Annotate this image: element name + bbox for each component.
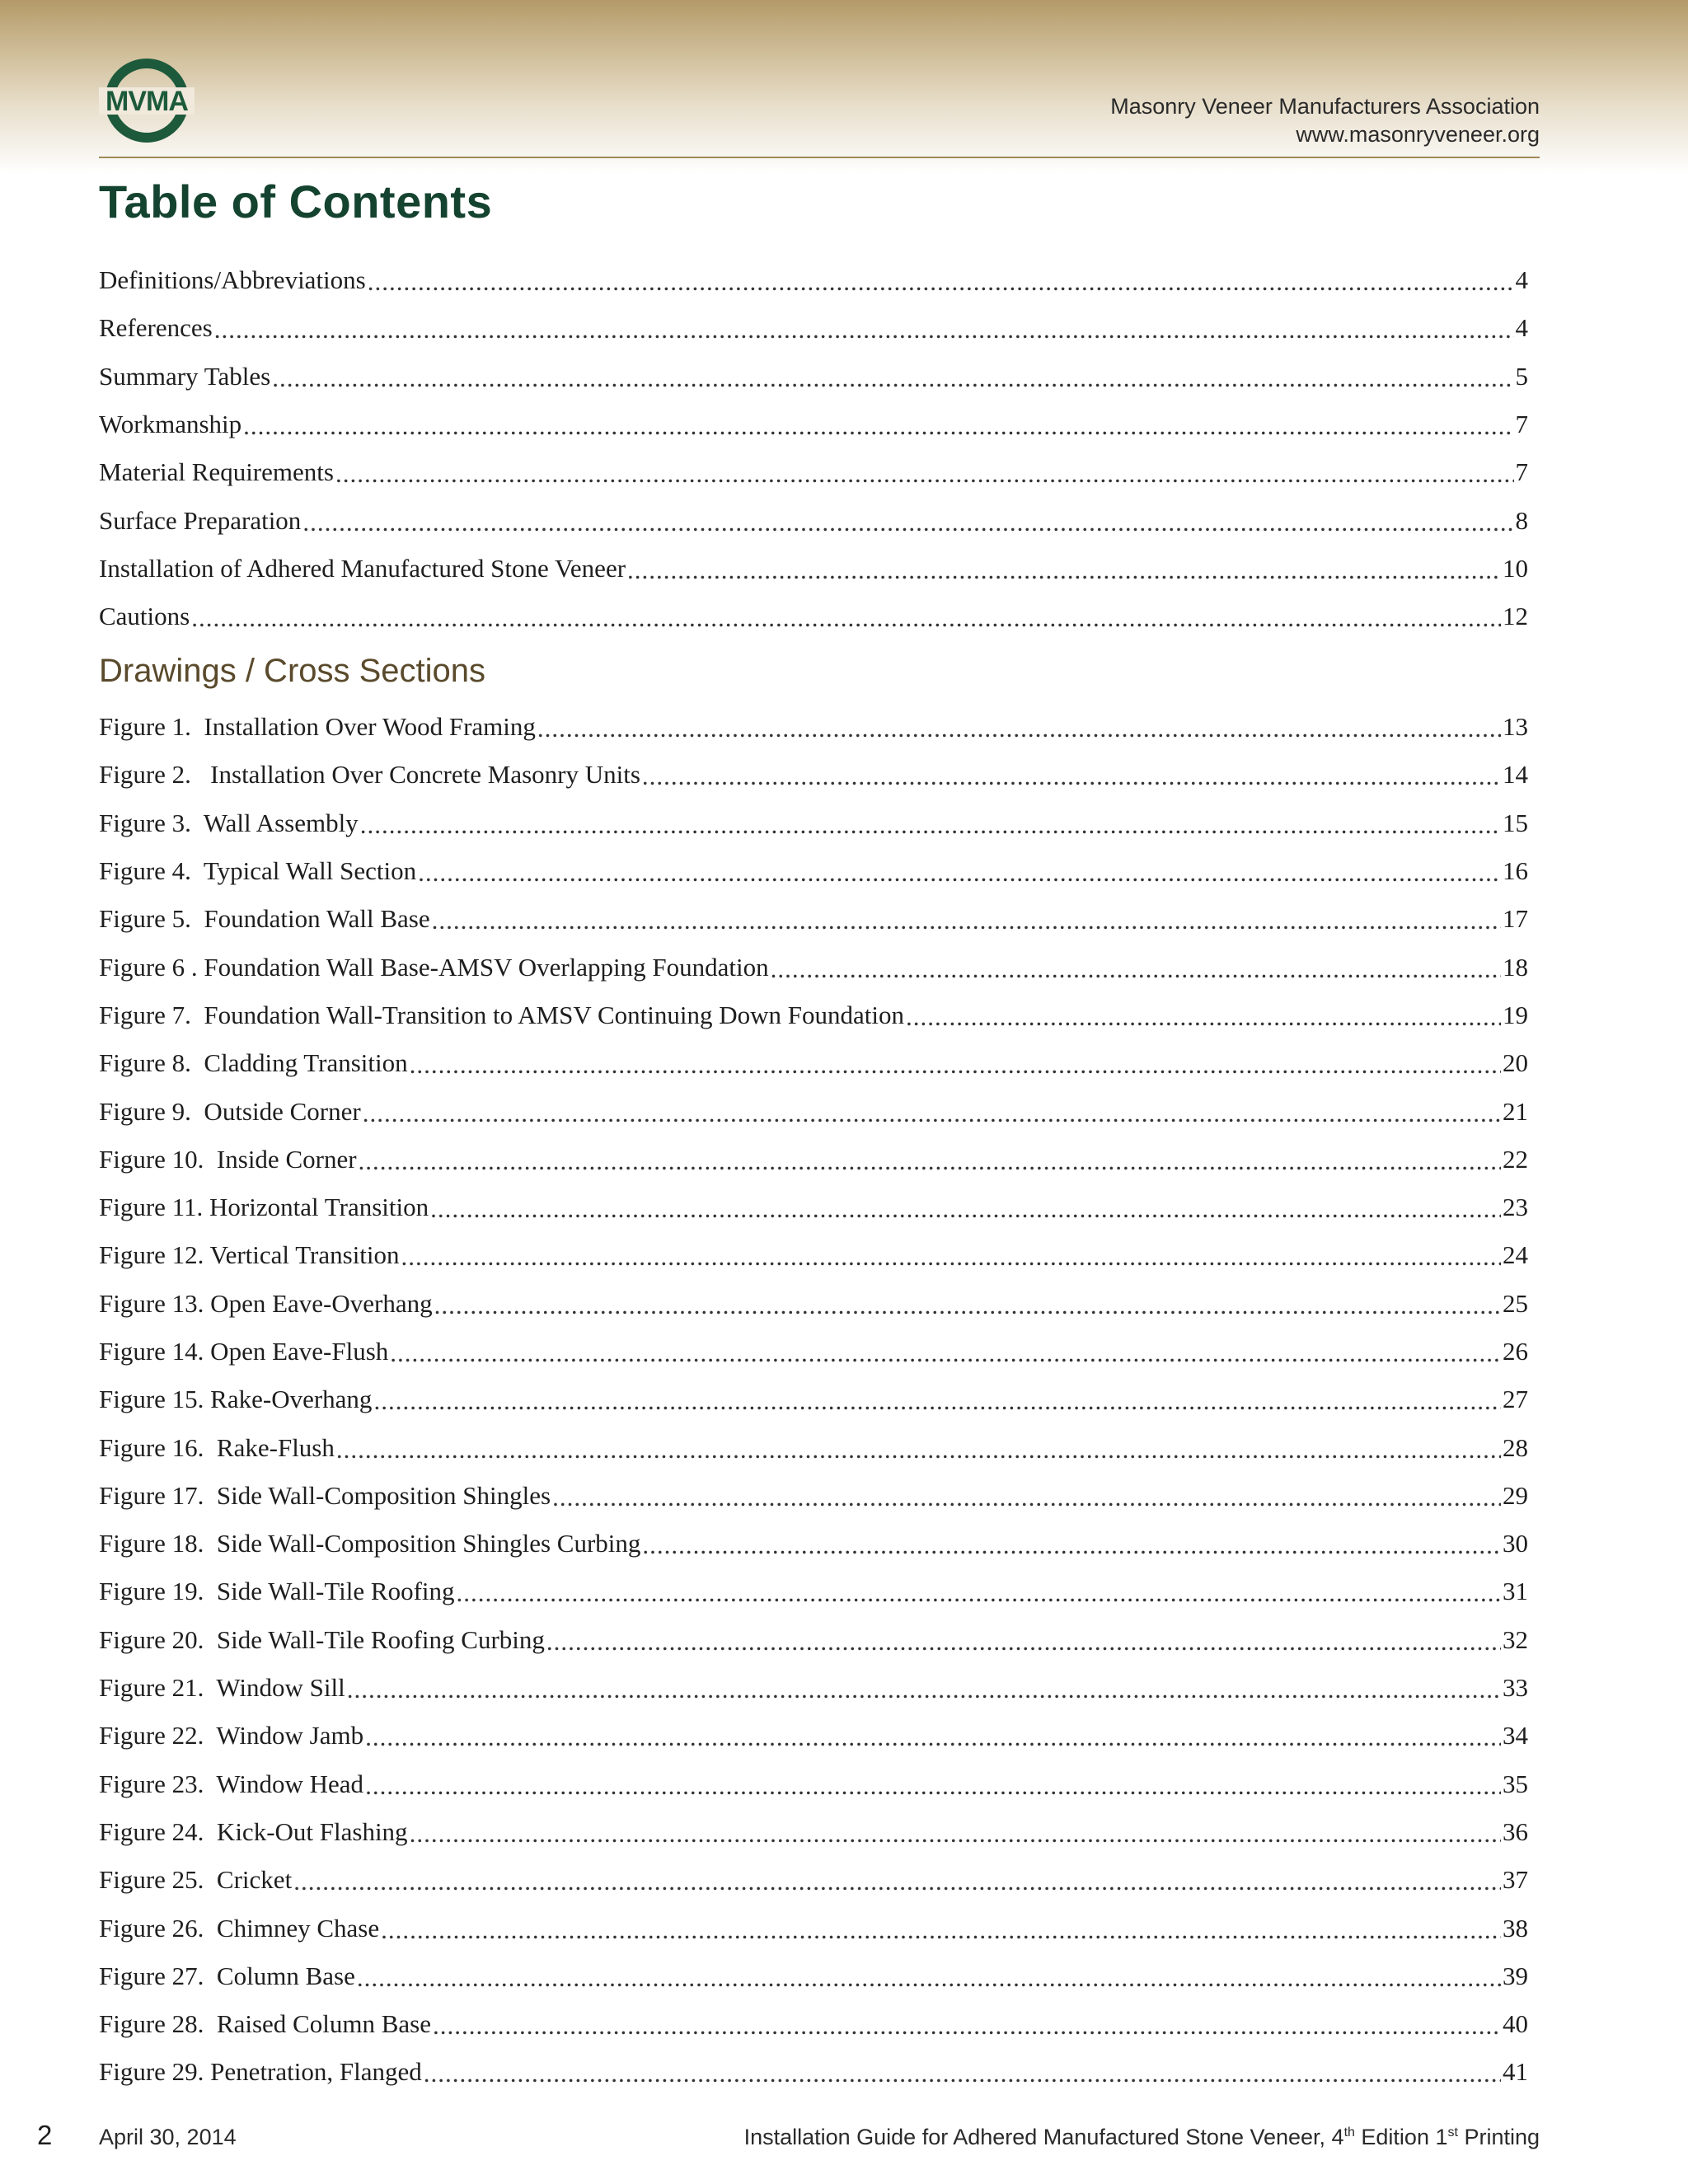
entry-page: 20 (1503, 1048, 1528, 1078)
toc-list (99, 256, 1528, 640)
entry-page: 22 (1503, 1144, 1528, 1174)
entry-title: Figure 3. Wall Assembly (99, 808, 359, 837)
dot-leader (214, 312, 1514, 344)
figure-entry[interactable] (99, 1856, 1528, 1904)
entry-title: Figure 24. Kick-Out Flashing (99, 1816, 408, 1846)
entry-title: Figure 4. Typical Wall Section (99, 856, 417, 886)
dot-leader (771, 951, 1501, 984)
figure-entry[interactable] (99, 991, 1528, 1039)
entry-page: 26 (1503, 1337, 1528, 1366)
entry-title: Figure 27. Column Base (99, 1961, 355, 1990)
figures-list (99, 703, 1528, 2097)
entry-page: 10 (1503, 553, 1528, 583)
figure-entry[interactable] (99, 1808, 1528, 1856)
figure-entry[interactable] (99, 2000, 1528, 2048)
figure-entry[interactable] (99, 1520, 1528, 1568)
dot-leader (627, 552, 1501, 585)
page-title: Table of Contents (99, 176, 493, 227)
figure-entry[interactable] (99, 1664, 1528, 1712)
entry-page: 17 (1503, 904, 1528, 934)
dot-leader (430, 1191, 1501, 1224)
figure-entry[interactable] (99, 1231, 1528, 1279)
entry-title: Figure 29. Penetration, Flanged (99, 2057, 422, 2087)
dot-leader (434, 1287, 1501, 1320)
entry-page: 14 (1503, 760, 1528, 790)
entry-page: 39 (1503, 1961, 1528, 1990)
figure-entry[interactable] (99, 799, 1528, 847)
drawings-heading: Drawings / Cross Sections (99, 653, 486, 689)
dot-leader (357, 1960, 1501, 1993)
dot-leader (390, 1335, 1501, 1368)
entry-page: 33 (1503, 1673, 1528, 1703)
toc-entry[interactable] (99, 593, 1528, 640)
entry-title: Figure 5. Foundation Wall Base (99, 904, 430, 934)
dot-leader (302, 504, 1513, 537)
dot-leader (642, 758, 1501, 791)
entry-title: Figure 10. Inside Corner (99, 1144, 357, 1174)
figure-entry[interactable] (99, 1760, 1528, 1808)
mvma-logo (99, 56, 195, 145)
entry-title: Figure 26. Chimney Chase (99, 1913, 380, 1943)
entry-page: 24 (1503, 1240, 1528, 1270)
entry-page: 40 (1503, 2009, 1528, 2039)
figure-entry[interactable] (99, 1904, 1528, 1952)
dot-leader (368, 264, 1514, 297)
org-name: Masonry Veneer Manufacturers Association (1110, 94, 1540, 119)
entry-title: Figure 15. Rake-Overhang (99, 1385, 373, 1414)
figure-entry[interactable] (99, 1616, 1528, 1664)
figure-entry[interactable] (99, 703, 1528, 751)
entry-page: 30 (1503, 1529, 1528, 1558)
dot-leader (191, 600, 1501, 633)
entry-page: 12 (1503, 602, 1528, 631)
dot-leader (906, 999, 1501, 1032)
entry-title: Figure 11. Horizontal Transition (99, 1193, 429, 1222)
entry-page: 32 (1503, 1624, 1528, 1654)
entry-page: 16 (1503, 856, 1528, 886)
figure-entry[interactable] (99, 943, 1528, 991)
figure-entry[interactable] (99, 1136, 1528, 1183)
entry-title: Cautions (99, 602, 190, 631)
entry-title: Surface Preparation (99, 505, 302, 535)
dot-leader (243, 408, 1513, 441)
entry-title: Figure 1. Installation Over Wood Framing (99, 712, 536, 742)
entry-page: 8 (1515, 505, 1528, 535)
dot-leader (418, 855, 1501, 888)
figure-entry[interactable] (99, 1183, 1528, 1231)
entry-page: 23 (1503, 1193, 1528, 1222)
entry-page: 25 (1503, 1288, 1528, 1318)
entry-page: 7 (1515, 410, 1528, 439)
org-url[interactable]: www.masonryveneer.org (1296, 122, 1540, 147)
entry-title: Figure 17. Side Wall-Composition Shingles (99, 1480, 551, 1510)
entry-title: Figure 6 . Foundation Wall Base-AMSV Overlapping Foundation (99, 952, 769, 982)
dot-leader (365, 1719, 1501, 1752)
entry-page: 34 (1503, 1721, 1528, 1750)
figure-entry[interactable] (99, 2048, 1528, 2096)
dot-leader (410, 1816, 1501, 1849)
dot-leader (410, 1047, 1501, 1080)
entry-title: Figure 2. Installation Over Concrete Masonry Units (99, 760, 640, 790)
dot-leader (293, 1863, 1501, 1896)
figure-entry[interactable] (99, 751, 1528, 799)
entry-page: 27 (1503, 1385, 1528, 1414)
entry-page: 18 (1503, 952, 1528, 982)
dot-leader (272, 360, 1513, 393)
dot-leader (381, 1912, 1501, 1945)
toc-entry[interactable] (99, 353, 1528, 401)
entry-title: Figure 14. Open Eave-Flush (99, 1337, 389, 1366)
dot-leader (363, 1095, 1501, 1128)
entry-title: Figure 13. Open Eave-Overhang (99, 1288, 433, 1318)
dot-leader (335, 456, 1514, 489)
logo-text: MVMA (106, 86, 188, 117)
entry-title: Figure 8. Cladding Transition (99, 1048, 408, 1078)
entry-title: Workmanship (99, 410, 242, 439)
entry-title: Figure 21. Window Sill (99, 1673, 345, 1703)
entry-title: Figure 9. Outside Corner (99, 1096, 361, 1126)
dot-leader (336, 1432, 1501, 1465)
entry-title: Figure 12. Vertical Transition (99, 1240, 400, 1270)
entry-page: 7 (1515, 457, 1528, 487)
entry-title: Figure 7. Foundation Wall-Transition to AMSV Continuing Down Foundation (99, 1000, 904, 1029)
toc-entry[interactable] (99, 496, 1528, 544)
figure-entry[interactable] (99, 847, 1528, 895)
page-number: 2 (37, 2120, 53, 2150)
figure-entry[interactable] (99, 1376, 1528, 1423)
toc-entry[interactable] (99, 545, 1528, 593)
entry-page: 29 (1503, 1480, 1528, 1510)
figure-entry[interactable] (99, 1952, 1528, 2000)
entry-title: Figure 19. Side Wall-Tile Roofing (99, 1577, 455, 1606)
entry-page: 28 (1503, 1432, 1528, 1462)
entry-page: 21 (1503, 1096, 1528, 1126)
dot-leader (433, 2008, 1501, 2041)
entry-page: 15 (1503, 808, 1528, 837)
toc-entry[interactable] (99, 401, 1528, 448)
toc-entry[interactable] (99, 256, 1528, 304)
toc-entry[interactable] (99, 304, 1528, 352)
entry-title: Figure 16. Rake-Flush (99, 1432, 335, 1462)
figure-entry[interactable] (99, 1712, 1528, 1760)
dot-leader (373, 1383, 1501, 1416)
entry-page: 4 (1515, 313, 1528, 343)
entry-title: Installation of Adhered Manufactured Stone Veneer (99, 553, 626, 583)
entry-title: Figure 20. Side Wall-Tile Roofing Curbing (99, 1624, 545, 1654)
entry-page: 31 (1503, 1577, 1528, 1606)
dot-leader (537, 710, 1501, 743)
dot-leader (552, 1479, 1501, 1512)
entry-page: 13 (1503, 712, 1528, 742)
entry-title: Summary Tables (99, 361, 271, 391)
entry-title: Figure 22. Window Jamb (99, 1721, 364, 1750)
header-divider (99, 157, 1540, 158)
entry-page: 19 (1503, 1000, 1528, 1029)
entry-title: Figure 18. Side Wall-Composition Shingles Curbing (99, 1529, 641, 1558)
org-info (1110, 92, 1540, 148)
entry-title: References (99, 313, 213, 343)
entry-page: 5 (1515, 361, 1528, 391)
figure-entry[interactable] (99, 1039, 1528, 1087)
footer-guide-title: Installation Guide for Adhered Manufactured Stone Veneer, 4th Edition 1st Printing (743, 2125, 1540, 2149)
figure-entry[interactable] (99, 895, 1528, 943)
entry-title: Definitions/Abbreviations (99, 265, 366, 295)
dot-leader (457, 1575, 1501, 1608)
entry-page: 35 (1503, 1769, 1528, 1798)
entry-title: Material Requirements (99, 457, 334, 487)
dot-leader (360, 807, 1501, 840)
entry-page: 41 (1503, 2057, 1528, 2087)
entry-page: 36 (1503, 1816, 1528, 1846)
entry-title: Figure 25. Cricket (99, 1865, 293, 1895)
figure-entry[interactable] (99, 1568, 1528, 1615)
dot-leader (359, 1143, 1501, 1176)
figure-entry[interactable] (99, 1472, 1528, 1520)
toc-entry[interactable] (99, 448, 1528, 496)
dot-leader (432, 902, 1501, 935)
dot-leader (546, 1624, 1501, 1657)
dot-leader (347, 1671, 1501, 1704)
entry-title: Figure 28. Raised Column Base (99, 2009, 431, 2039)
dot-leader (642, 1527, 1501, 1560)
entry-title: Figure 23. Window Head (99, 1769, 364, 1798)
figure-entry[interactable] (99, 1280, 1528, 1328)
entry-page: 37 (1503, 1865, 1528, 1895)
figure-entry[interactable] (99, 1087, 1528, 1135)
entry-page: 38 (1503, 1913, 1528, 1943)
figure-entry[interactable] (99, 1328, 1528, 1376)
entry-page: 4 (1515, 265, 1528, 295)
footer-date: April 30, 2014 (99, 2125, 237, 2149)
dot-leader (365, 1768, 1501, 1801)
dot-leader (401, 1239, 1501, 1272)
dot-leader (424, 2055, 1501, 2088)
figure-entry[interactable] (99, 1423, 1528, 1471)
